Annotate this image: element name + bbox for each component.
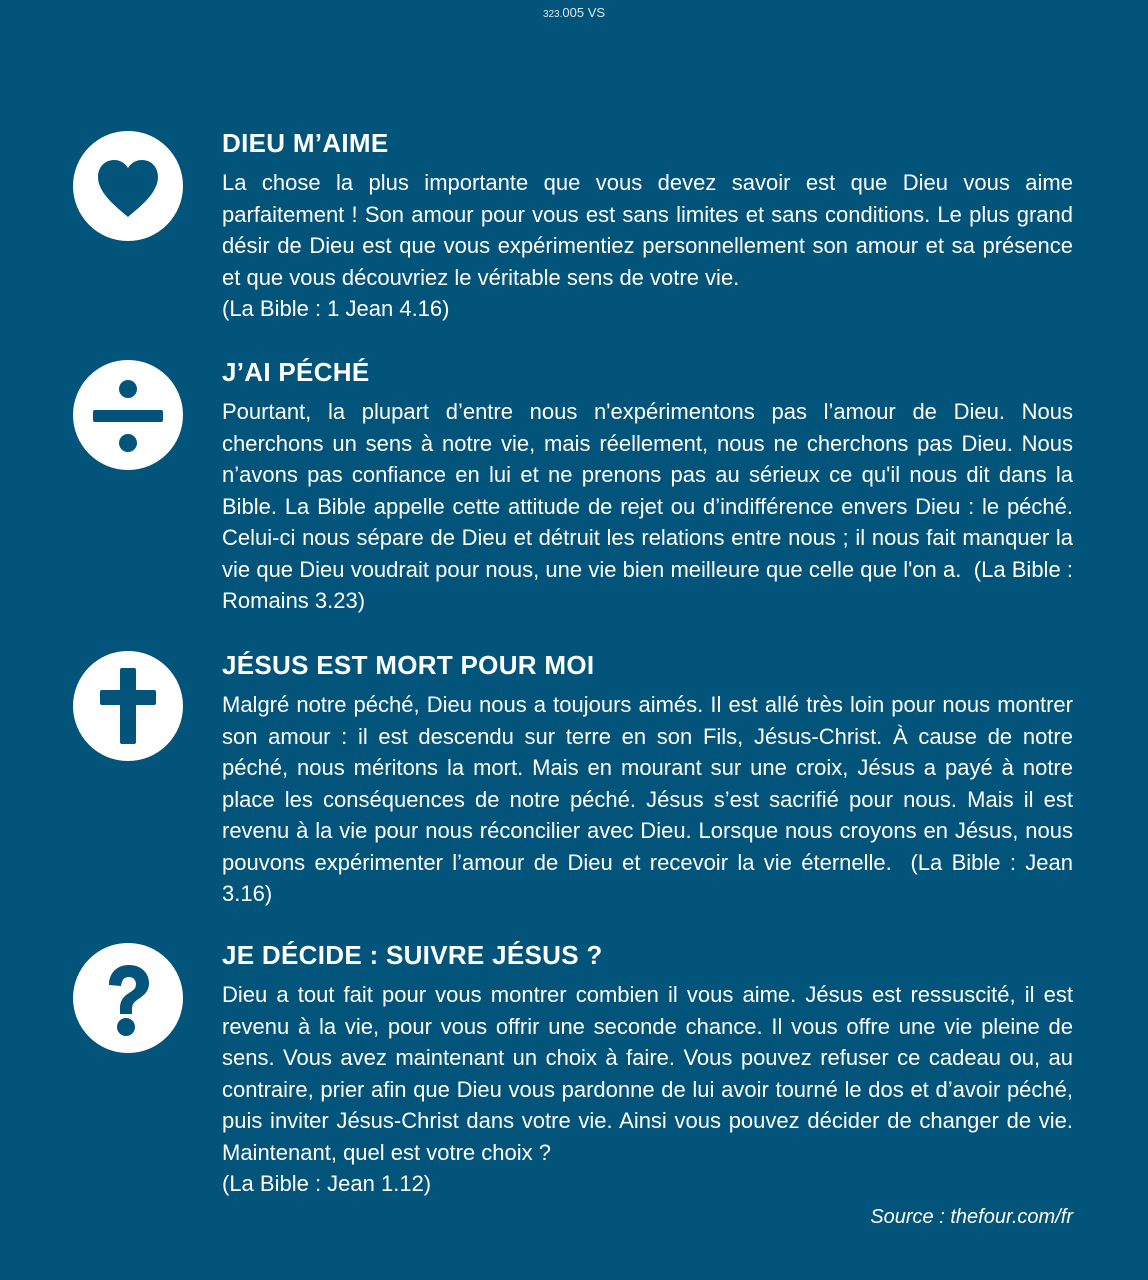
bible-reference: (La Bible : 1 Jean 4.16) [222, 296, 450, 321]
section-title: JÉSUS EST MORT POUR MOI [222, 650, 595, 680]
divide-icon [73, 360, 183, 470]
source-credit: Source : thefour.com/fr [870, 1206, 1073, 1228]
question-icon [73, 943, 183, 1053]
code-prefix: 323. [542, 9, 563, 20]
section-body: Dieu a tout fait pour vous montrer combien il vous aime. Jésus est ressuscité, il est revenu à la vie, pour vous offrir une seconde chance. Il vous offre une vie pleine de sens. Vous avez maintenant un choix à faire. Vous pouvez refuser ce cadeau ou, au contraire, prier afin que Dieu vous pardonne de lui avoir tourné le dos et d’avoir péché, puis inviter Jésus-Christ dans votre vie. Ainsi vous pouvez décider de changer de vie. Maintenant, quel est votre choix ? [222, 982, 1073, 1165]
section-body: Pourtant, la plupart d’entre nous n'expérimentons pas l’amour de Dieu. Nous cherchons un sens à notre vie, mais réellement, nous ne cherchons pas Dieu. Nous n’avons pas confiance en lui et ne prenons pas au sérieux ce qu'il nous dit dans la Bible. La Bible appelle cette attitude de rejet ou d’indifférence envers Dieu : le péché. Celui-ci nous sépare de Dieu et détruit les relations entre nous ; il nous fait manquer la vie que Dieu voudrait pour nous, une vie bien meilleure que celle que l'on a. (La Bible : Romains 3.23) [222, 399, 1074, 613]
section-body: La chose la plus importante que vous devez savoir est que Dieu vous aime parfaitement ! Son amour pour vous est sans limites et sans conditions. Le plus grand désir de Dieu est que vous expérimentiez personnellement son amour et sa présence et que vous découvriez le véritable sens de votre vie. [222, 170, 1073, 290]
heart-icon [73, 131, 183, 241]
bible-reference: (La Bible : Jean 1.12) [222, 1171, 432, 1196]
document-code [0, 5, 1148, 20]
bible-reference: (La Bible : Jean 3.16) [222, 849, 1073, 906]
section-title: J’AI PÉCHÉ [222, 357, 370, 387]
code-number: 005 VS [562, 5, 606, 20]
section-body: Malgré notre péché, Dieu nous a toujours aimés. Il est allé très loin pour nous montrer son amour : il est descendu sur terre en son Fils, Jésus-Christ. À cause de notre péché, nous méritons la mort. Mais en mourant sur une croix, Jésus a payé à notre place les conséquences de notre péché. Jésus s’est sacrifié pour nous. Mais il est revenu à la vie pour nous réconcilier avec Dieu. Lorsque nous croyons en Jésus, nous pouvons expérimenter l’amour de Dieu et recevoir la vie éternelle. (La Bible : Jean 3.16) [222, 692, 1073, 906]
section-title: JE DÉCIDE : SUIVRE JÉSUS ? [222, 940, 603, 970]
section-title: DIEU M’AIME [222, 128, 389, 158]
bible-reference: (La Bible : Romains 3.23) [222, 556, 1074, 613]
cross-icon [73, 651, 183, 761]
